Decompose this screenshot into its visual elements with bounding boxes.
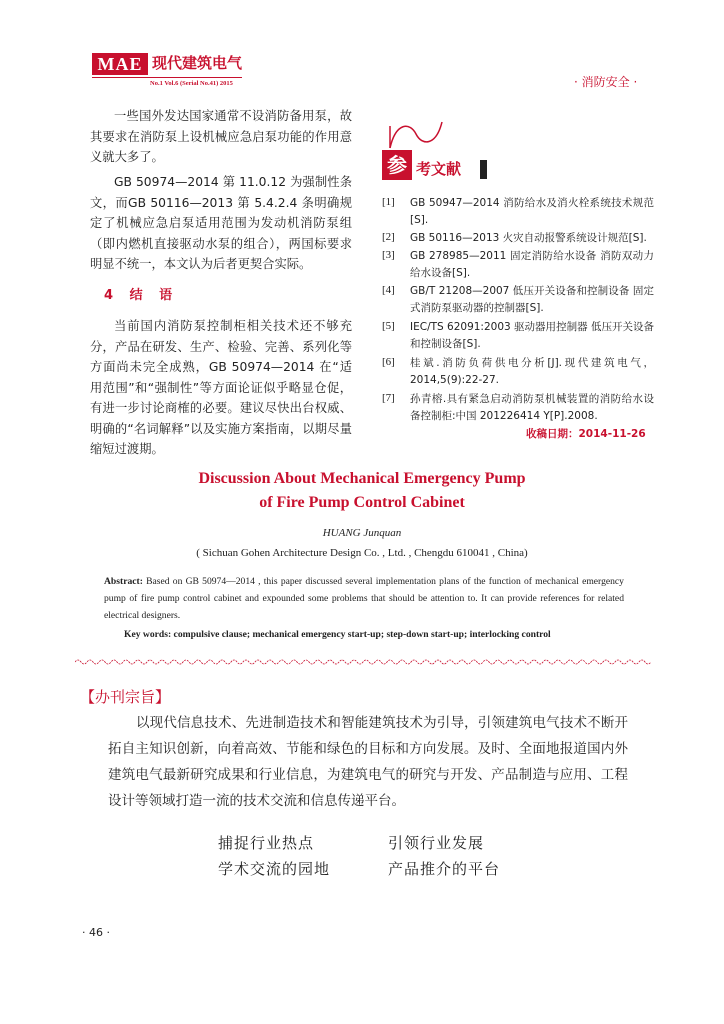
reference-number: [3] — [382, 249, 395, 261]
reference-item: GB/T 21208—2007 低压开关设备和控制设备 固定式消防泵驱动器的控制器[S]. — [410, 285, 654, 314]
english-title-line-2: of Fire Pump Control Cabinet — [259, 494, 465, 511]
journal-name: 现代建筑电气 — [152, 54, 243, 72]
reference-item: GB 50116—2013 火灾自动报警系统设计规范[S]. — [410, 232, 647, 244]
english-keywords: Key words: compulsive clause; mechanical emergency start-up; step-down start-up; interlocking control — [124, 629, 551, 640]
abstract-label: Abstract: — [104, 576, 143, 587]
reference-item: 桂斌.消防负荷供电分析[J].现代建筑电气，2014,5(9):22-27. — [410, 357, 654, 386]
reference-number: [7] — [382, 392, 395, 404]
page-number: · 46 · — [82, 926, 110, 939]
decorative-divider — [75, 658, 655, 666]
issue-line: No.1 Vol.6 (Serial No.41) 2015 — [150, 80, 233, 87]
journal-logo: MAE — [92, 53, 148, 75]
reference-number: [4] — [382, 284, 395, 296]
reference-number: [1] — [382, 196, 395, 208]
reference-item: IEC/TS 62091:2003 驱动器用控制器 低压开关设备和控制设备[S]. — [410, 321, 654, 350]
slogan-item: 引领行业发展 — [388, 834, 485, 852]
references-title-bar — [480, 160, 487, 179]
slogan-item: 捕捉行业热点 — [218, 834, 315, 852]
reference-number: [5] — [382, 320, 395, 332]
reference-number: [6] — [382, 356, 395, 368]
left-paragraph-2: GB 50974—2014 第 11.0.12 为强制性条文，而GB 50116—2013 第 5.4.2.4 条明确规定了机械应急启泵适用范围为发动机消防泵组（即内燃机直接驱动水泵的组合），两国标要求明显不统一，本文认为后者更契合实际。 — [90, 175, 352, 271]
mission-heading: 【办刊宗旨】 — [80, 688, 171, 706]
references-title-mark: 参 — [382, 150, 412, 180]
english-abstract — [104, 573, 624, 624]
reference-item: GB 50947—2014 消防给水及消火栓系统技术规范[S]. — [410, 197, 654, 226]
english-affiliation: ( Sichuan Gohen Architecture Design Co. , Ltd. , Chengdu 610041 , China) — [196, 547, 528, 559]
header-rule — [92, 77, 242, 78]
mission-text: 以现代信息技术、先进制造技术和智能建筑技术为引导，引领建筑电气技术不断开拓自主知识创新，向着高效、节能和绿色的目标和方向发展。及时、全面地报道国内外建筑电气最新研究成果和行业信息，为建筑电气的研究与开发、产品制造与应用、工程设计等领域打造一流的技术交流和信息传递平台。 — [108, 715, 628, 809]
section-label: · 消防安全 · — [574, 75, 638, 89]
slogan-item: 产品推介的平台 — [388, 860, 501, 878]
received-date: 收稿日期：2014-11-26 — [526, 428, 646, 440]
abstract-text: Based on GB 50974—2014 , this paper discussed several implementation plans of the function of mechanical emergency pump of fire pump control cabinet and expounded some problems that should be attention to. It can provide references for related electrical designers. — [104, 576, 624, 621]
reference-item: GB 278985—2011 固定消防给水设备 消防双动力给水设备[S]. — [410, 250, 654, 279]
references-title: 考文献 — [416, 160, 462, 178]
slogan-item: 学术交流的园地 — [218, 860, 331, 878]
left-paragraph-3: 当前国内消防泵控制柜相关技术还不够充分，产品在研发、生产、检验、完善、系列化等方面尚未完全成熟，GB 50974—2014 在“适用范围”和“强制性”等方面论证似乎略显仓促，有进一步讨论商榷的必要。建议尽快出台权威、明确的“名词解释”以及实施方案指南，以期尽量缩短过渡期。 — [90, 319, 352, 456]
left-paragraph-1: 一些国外发达国家通常不设消防备用泵，故其要求在消防泵上设机械应急启泵功能的作用意义就大多了。 — [90, 109, 352, 164]
english-title-line-1: Discussion About Mechanical Emergency Pump — [198, 470, 526, 487]
english-author: HUANG Junquan — [322, 527, 402, 539]
reference-item: 孙青榕.具有紧急启动消防泵机械装置的消防给水设备控制柜:中国 201226414 Y[P].2008. — [410, 393, 654, 422]
reference-number: [2] — [382, 231, 395, 243]
section-4-heading: 4 结 语 — [104, 288, 179, 303]
flag-decoration-icon — [386, 118, 446, 152]
